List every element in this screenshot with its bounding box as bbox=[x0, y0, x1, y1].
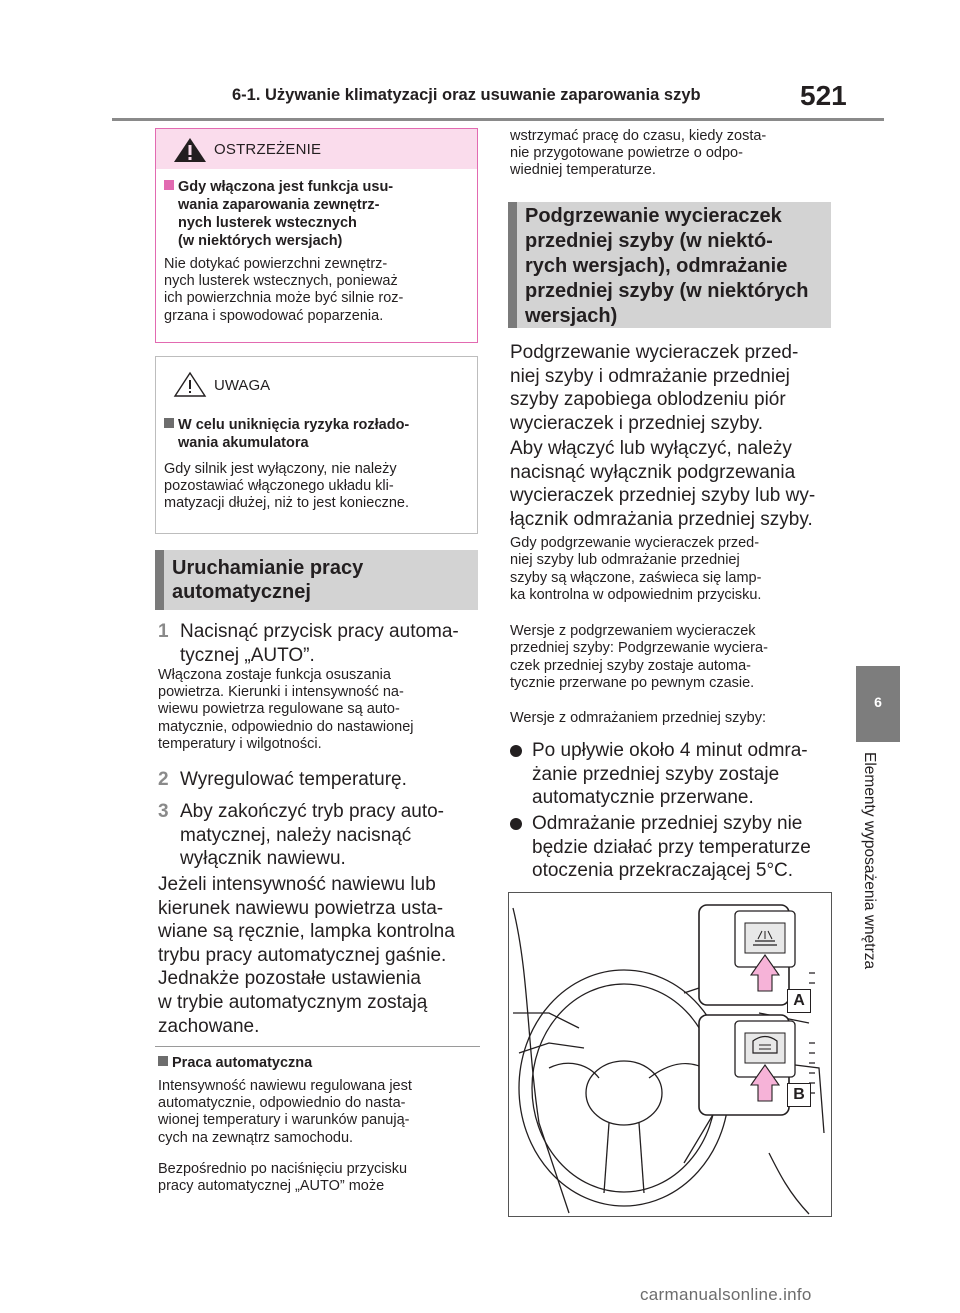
running-header: 6-1. Używanie klimatyzacji oraz usuwanie zaparowania szyb bbox=[232, 86, 701, 104]
paragraph-line: Jednakże pozostałe ustawienia bbox=[158, 968, 422, 990]
continued-text bbox=[510, 128, 832, 180]
warning-title: OSTRZEŻENIE bbox=[214, 141, 322, 158]
body-line: pracy automatycznej „AUTO” może bbox=[158, 1178, 385, 1195]
dashboard-illustration bbox=[508, 892, 832, 1217]
section-heading-line: Uruchamianie pracy bbox=[172, 557, 364, 579]
step-text: Aby zakończyć tryb pracy auto- bbox=[180, 801, 444, 822]
warning-heading-line: Gdy włączona jest funkcja usu- bbox=[178, 179, 394, 195]
caution-heading-line: wania akumulatora bbox=[178, 435, 309, 451]
bullet-line: Odmrażanie przedniej szyby nie bbox=[532, 813, 803, 834]
warning-body-line: grzana i spowodować poparzenia. bbox=[164, 307, 384, 324]
warning-body-line: ich powierzchnia może być silnie roz- bbox=[164, 290, 404, 307]
note-line: szyby są włączone, zaświeca się lamp- bbox=[510, 569, 762, 586]
note-line: przedniej szyby: Podgrzewanie wyciera- bbox=[510, 640, 768, 657]
step-text: matycznej, należy nacisnąć bbox=[180, 824, 412, 846]
auto-info-heading-text: Praca automatyczna bbox=[172, 1055, 313, 1071]
note-line: temperatury i wilgotności. bbox=[158, 735, 322, 752]
body-line: wionej temperatury i warunków panują- bbox=[158, 1112, 410, 1129]
body-line: wiedniej temperaturze. bbox=[510, 162, 656, 179]
body-line: Bezpośrednio po naciśnięciu przycisku bbox=[158, 1161, 408, 1177]
note-line: Gdy podgrzewanie wycieraczek przed- bbox=[510, 535, 760, 551]
bullet-line: otoczenia przekraczającej 5°C. bbox=[532, 860, 794, 882]
note-line: powietrza. Kierunki i intensywność na- bbox=[158, 684, 404, 701]
paragraph-line: nacisnąć wyłącznik podgrzewania bbox=[510, 461, 796, 483]
body-line: cych na zewnątrz samochodu. bbox=[158, 1129, 354, 1146]
caution-heading-line: W celu uniknięcia ryzyka rozłado- bbox=[178, 417, 410, 433]
note-line: Wersje z podgrzewaniem wycieraczek bbox=[510, 623, 756, 639]
step-text: wyłącznik nawiewu. bbox=[180, 848, 346, 869]
deicer-paragraph-1 bbox=[510, 341, 832, 435]
caution-body-line: Gdy silnik jest wyłączony, nie należy bbox=[164, 461, 397, 477]
note-line: Włączona zostaje funkcja osuszania bbox=[158, 667, 391, 683]
section-heading-auto bbox=[155, 550, 478, 610]
caution-body bbox=[164, 461, 469, 513]
caution-body-line: pozostawiać włączonego układu kli- bbox=[164, 478, 394, 495]
step-number: 1 bbox=[158, 621, 169, 642]
callout-label-b: B bbox=[787, 1083, 811, 1107]
step-2 bbox=[158, 768, 476, 792]
section-heading-line: wersjach) bbox=[525, 305, 618, 327]
note-line: ka kontrolna w odpowiednim przycisku. bbox=[510, 587, 762, 604]
note-line: wiewu powietrza regulowane są auto- bbox=[158, 701, 400, 718]
warning-heading bbox=[164, 178, 464, 250]
warning-body bbox=[164, 256, 464, 325]
section-heading-line: przedniej szyby (w niektó- bbox=[525, 230, 773, 252]
auto-paragraph bbox=[158, 873, 478, 1038]
step-text: Wyregulować temperaturę. bbox=[180, 769, 407, 790]
deicer-note-3: Wersje z odmrażaniem przedniej szyby: bbox=[510, 710, 766, 726]
gray-square-bullet-icon bbox=[158, 1056, 168, 1066]
paragraph-line: wiane są ręcznie, lampka kontrolna bbox=[158, 921, 455, 943]
warning-heading-line: nych lusterek wstecznych bbox=[178, 215, 357, 231]
callout-label-a: A bbox=[787, 989, 811, 1013]
auto-info-heading bbox=[158, 1055, 312, 1071]
pink-square-bullet-icon bbox=[164, 180, 174, 190]
warning-triangle-icon bbox=[172, 136, 208, 164]
deicer-note-2 bbox=[510, 623, 832, 693]
watermark: carmanualsonline.info bbox=[640, 1285, 812, 1304]
bullet-dot-icon bbox=[510, 745, 522, 757]
step-1 bbox=[158, 620, 476, 667]
paragraph-line: Jeżeli intensywność nawiewu lub bbox=[158, 874, 436, 895]
bullet-item bbox=[532, 812, 832, 883]
caution-title: UWAGA bbox=[214, 377, 271, 394]
note-line: matycznie, odpowiednio do nastawionej bbox=[158, 718, 414, 735]
paragraph-line: kierunek nawiewu powietrza usta- bbox=[158, 897, 444, 919]
bullet-line: automatycznie przerwane. bbox=[532, 787, 754, 809]
paragraph-line: zachowane. bbox=[158, 1015, 260, 1037]
chapter-title bbox=[860, 752, 888, 1012]
paragraph-line: Aby włączyć lub wyłączyć, należy bbox=[510, 438, 792, 459]
caution-heading bbox=[164, 416, 464, 452]
paragraph-line: wycieraczek przedniej szyby lub wy- bbox=[510, 485, 816, 507]
note-line: tycznie przerwane po pewnym czasie. bbox=[510, 675, 755, 692]
chapter-title-text: Elementy wyposażenia wnętrza bbox=[861, 752, 878, 970]
warning-body-line: Nie dotykać powierzchni zewnętrz- bbox=[164, 256, 388, 272]
warning-body-line: nych lusterek wstecznych, ponieważ bbox=[164, 273, 398, 290]
header-rule bbox=[112, 118, 884, 121]
paragraph-line: Podgrzewanie wycieraczek przed- bbox=[510, 342, 799, 363]
paragraph-line: wycieraczek i przedniej szyby. bbox=[510, 412, 764, 434]
auto-info-body bbox=[158, 1078, 480, 1147]
paragraph-line: szyby zapobiega oblodzeniu piór bbox=[510, 389, 786, 411]
body-line: wstrzymać pracę do czasu, kiedy zosta- bbox=[510, 128, 767, 144]
divider bbox=[155, 1046, 480, 1047]
caution-body-line: matyzacji dłużej, niż to jest konieczne. bbox=[164, 495, 409, 512]
deicer-paragraph-2 bbox=[510, 437, 832, 531]
bullet-line: Po upływie około 4 minut odmra- bbox=[532, 740, 808, 761]
section-heading-line: przedniej szyby (w niektórych bbox=[525, 280, 809, 302]
steering-wheel-drawing bbox=[509, 893, 830, 1215]
body-line: Intensywność nawiewu regulowana jest bbox=[158, 1078, 412, 1094]
deicer-note-1 bbox=[510, 535, 832, 605]
gray-square-bullet-icon bbox=[164, 418, 174, 428]
section-heading-line: automatycznej bbox=[172, 581, 311, 603]
step-number: 2 bbox=[158, 769, 169, 790]
body-line: automatycznie, odpowiednio do nasta- bbox=[158, 1095, 406, 1112]
bullet-line: będzie działać przy temperaturze bbox=[532, 836, 811, 858]
bullet-dot-icon bbox=[510, 818, 522, 830]
step-number: 3 bbox=[158, 801, 169, 822]
warning-heading-line: wania zaparowania zewnętrz- bbox=[178, 197, 380, 213]
section-heading-line: Podgrzewanie wycieraczek bbox=[525, 205, 782, 227]
step-3 bbox=[158, 800, 476, 871]
auto-info-body-2 bbox=[158, 1161, 480, 1195]
bullet-line: żanie przedniej szyby zostaje bbox=[532, 763, 780, 785]
paragraph-line: w trybie automatycznym zostają bbox=[158, 991, 428, 1013]
paragraph-line: niej szyby i odmrażanie przedniej bbox=[510, 365, 790, 387]
step-text: Nacisnąć przycisk pracy automa- bbox=[180, 621, 459, 642]
caution-triangle-icon bbox=[172, 370, 208, 398]
section-heading-line: rych wersjach), odmrażanie bbox=[525, 255, 788, 277]
step-text: tycznej „AUTO”. bbox=[180, 644, 315, 666]
section-heading-wiper-deicer bbox=[508, 202, 831, 328]
body-line: nie przygotowane powietrze o odpo- bbox=[510, 145, 743, 162]
paragraph-line: trybu pracy automatycznej gaśnie. bbox=[158, 944, 447, 966]
paragraph-line: łącznik odmrażania przedniej szyby. bbox=[510, 508, 813, 530]
warning-heading-line: (w niektórych wersjach) bbox=[178, 233, 343, 249]
chapter-number: 6 bbox=[874, 694, 882, 710]
bullet-item bbox=[532, 739, 832, 810]
step-1-note bbox=[158, 667, 478, 753]
note-line: czek przedniej szyby zostaje automa- bbox=[510, 657, 751, 674]
page-number: 521 bbox=[800, 80, 847, 111]
note-line: niej szyby lub odmrażanie przedniej bbox=[510, 552, 740, 569]
